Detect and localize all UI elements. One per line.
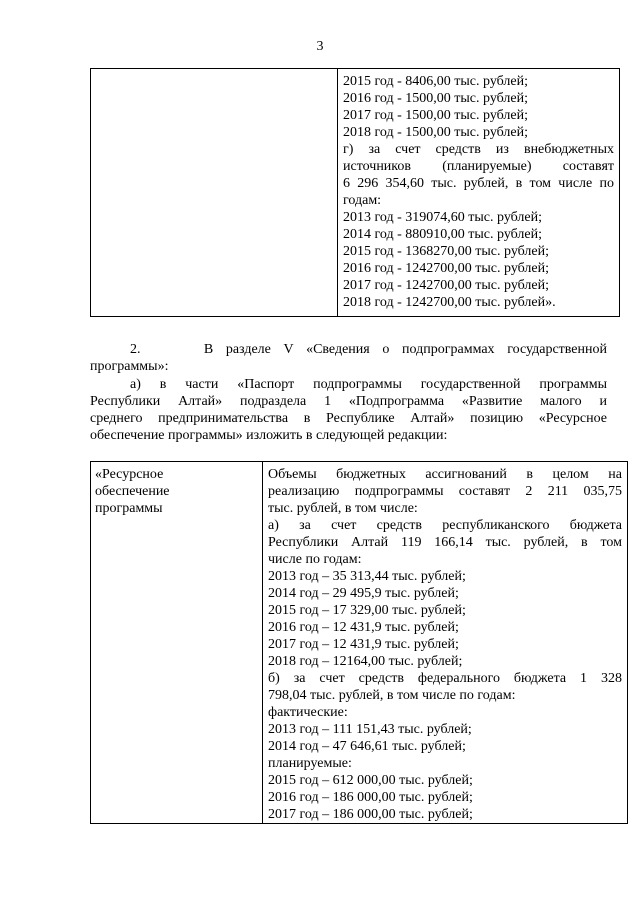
table2-line: 2017 год – 12 431,9 тыс. рублей;	[268, 637, 459, 652]
table2-right-cell	[263, 462, 628, 824]
table2-line: 2017 год – 186 000,00 тыс. рублей;	[268, 807, 473, 822]
table2-line: 2014 год – 47 646,61 тыс. рублей;	[268, 739, 466, 754]
table2-line: б) за счет средств федерального бюджета 1 328	[268, 671, 622, 686]
table2-line: Республики Алтай 119 166,14 тыс. рублей, в том	[268, 535, 622, 550]
resource-table-continued	[90, 68, 620, 317]
page-number: 3	[316, 39, 324, 54]
table1-left-cell	[91, 69, 338, 317]
table1-line: 2017 год - 1500,00 тыс. рублей;	[343, 108, 529, 123]
table2-left-line: «Ресурсное	[95, 467, 164, 482]
table1-line: 2014 год - 880910,00 тыс. рублей;	[343, 227, 543, 242]
table2-line: тыс. рублей, в том числе:	[268, 501, 418, 516]
paragraph-line: программы»:	[90, 359, 169, 374]
paragraph-line: обеспечение программы» изложить в следующей редакции:	[90, 428, 448, 443]
table2-line: реализацию подпрограммы составят 2 211 035,75	[268, 484, 622, 499]
table2-left-line: обеспечение	[95, 484, 170, 499]
table2-line: 2015 год – 612 000,00 тыс. рублей;	[268, 773, 473, 788]
table2-line: планируемые:	[268, 756, 352, 771]
table1-line: 2013 год - 319074,60 тыс. рублей;	[343, 210, 543, 225]
table1-line: 2017 год - 1242700,00 тыс. рублей;	[343, 278, 550, 293]
paragraph-line: а) в части «Паспорт подпрограммы государственной программы	[130, 377, 607, 392]
table1-line: г) за счет средств из внебюджетных	[343, 142, 614, 157]
paragraph-line: среднего предпринимательства в Республике Алтай» позицию «Ресурсное	[90, 411, 607, 426]
table1-line: 2016 год - 1242700,00 тыс. рублей;	[343, 261, 550, 276]
table2-line: 798,04 тыс. рублей, в том числе по годам:	[268, 688, 516, 703]
table1-line: 2018 год - 1242700,00 тыс. рублей».	[343, 295, 556, 310]
table1-line: 2016 год - 1500,00 тыс. рублей;	[343, 91, 529, 106]
table2-line: числе по годам:	[268, 552, 362, 567]
table2-line: 2013 год – 35 313,44 тыс. рублей;	[268, 569, 466, 584]
table2-line: а) за счет средств республиканского бюджета	[268, 518, 622, 533]
resource-table-new	[90, 461, 628, 824]
table1-right-cell	[338, 69, 620, 317]
table1-line: 2015 год - 1368270,00 тыс. рублей;	[343, 244, 550, 259]
table2-line: 2016 год – 12 431,9 тыс. рублей;	[268, 620, 459, 635]
table2-left-cell	[91, 462, 263, 824]
table2-line: 2014 год – 29 495,9 тыс. рублей;	[268, 586, 459, 601]
table2-line: 2016 год – 186 000,00 тыс. рублей;	[268, 790, 473, 805]
table2-line: 2018 год – 12164,00 тыс. рублей;	[268, 654, 463, 669]
subsection-paragraph	[90, 376, 607, 444]
paragraph-line: 2. В разделе V «Сведения о подпрограммах государственной	[130, 342, 607, 357]
paragraph-line: Республики Алтай» подраздела 1 «Подпрограмма «Развитие малого и	[90, 394, 607, 409]
table2-line: 2015 год – 17 329,00 тыс. рублей;	[268, 603, 466, 618]
table2-line: Объемы бюджетных ассигнований в целом на	[268, 467, 622, 482]
table2-line: 2013 год – 111 151,43 тыс. рублей;	[268, 722, 472, 737]
table1-line: 2015 год - 8406,00 тыс. рублей;	[343, 74, 529, 89]
table2-left-line: программы	[95, 501, 163, 516]
table2-line: фактические:	[268, 705, 348, 720]
table1-line: источников (планируемые) составят	[343, 159, 614, 174]
section-paragraph	[90, 341, 607, 375]
table1-line: 6 296 354,60 тыс. рублей, в том числе по	[343, 176, 614, 191]
table1-line: 2018 год - 1500,00 тыс. рублей;	[343, 125, 529, 140]
table1-line: годам:	[343, 193, 382, 208]
